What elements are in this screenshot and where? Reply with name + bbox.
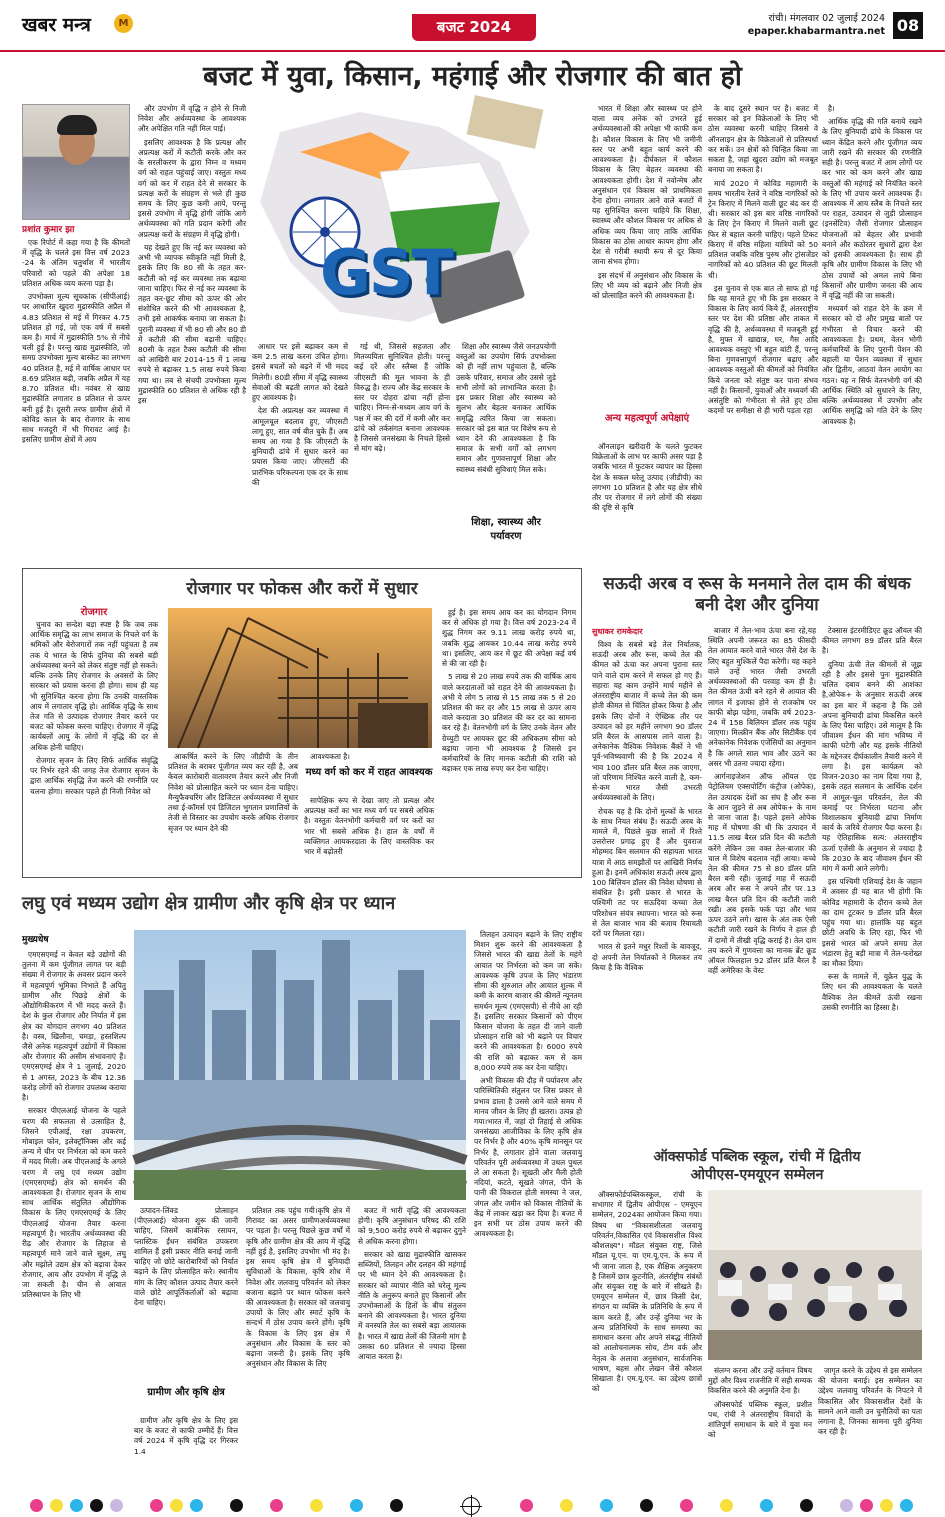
paragraph: उत्पादन-लिंक्ड प्रोत्साहन (पीएलआई) योजना शुरू की जानी चाहिए, जिसमें कार्बनिक रसायन, प्लास्टिक ईंधन संबंधित उपकरण शामिल हैं इसी प्रकार नीति बनाई जानी चाहिए जो छोटे कारोबारियों को निर्यात बढ़ाने के लिए प्रोत्साहित करे। स्थानीय मांग के लिए कौशल उत्पाद तैयार करने वाले छोटे आपूर्तिकर्ताओं को बढ़ावा देना चाहिए। — [134, 1206, 238, 1307]
msme-section-title: लघु एवं मध्यम उद्योग क्षेत्र ग्रामीण और कृषि क्षेत्र पर ध्यान — [22, 893, 396, 914]
paragraph: आवश्यकता है। — [310, 752, 350, 761]
paragraph: और उपभोग में वृद्धि न होने से निजी निवेश और अर्थव्यवस्था के आवश्यक और अपेक्षित गति नहीं मिल पाई। — [138, 104, 246, 134]
msme-col-2b — [134, 1416, 238, 1488]
paragraph: एमएसएमई न केवल बड़े उद्योगों की तुलना में कम पूंजीगत लागत पर बड़ी संख्या में रोजगार के अवसर प्रदान करने में महत्वपूर्ण भूमिका निभाते हैं अपितु ग्रामीण और पिछड़े क्षेत्रों के औद्योगिकीकरण में भी मदद करते हैं। देश के कुल रोजगार और निर्यात में इस क्षेत्र का योगदान लगभग 40 प्रतिशत है। वस्त्र, खिलौना, चमड़ा, हस्तशिल्प जैसे अनेक महत्वपूर्ण उद्योगों में विकास और रोजगार की असीम संभावनाएं हैं। एमएसएमई क्षेत्र ने 1 जुलाई, 2020 से 1 अगस्त, 2023 के बीच 12.36 करोड़ लोगों को रोजगार उपलब्ध कराया है। — [22, 950, 126, 1103]
registration-mark-icon — [462, 1497, 480, 1515]
paragraph: इस संदर्भ में अनुसंधान और विकास के लिए भी व्यय को बढ़ाने और निजी क्षेत्र को प्रोत्साहित करने की आवश्यकता है। — [592, 270, 702, 300]
paragraph: रोचक यह है कि दोनों मुल्कों के भारत के साथ नियत संबंध हैं। सऊदी अरब के मामले में, पिछले कुछ सालों में रिश्ते उत्तरोत्तर प्रगाढ़ हुए हैं और युवराज मोहम्मद बिन सलमान की सहायता भारत यात्रा में आठ समझौतों पर आखिरी निर्णय हुआ है। इनमें अधिकांश सऊदी अरब द्वारा 100 बिलियन डॉलर की निवेश घोषणा से संबंधित है। इसी प्रकार से भारत के पश्चिमी तट पर सऊदिया कच्चा तेल परिशोधन संयंत्र स्थापना। भारत को रूस से तेल बाजार भाव की बजाय रियायती दरों पर मिलता रहा। — [592, 806, 702, 939]
city-skyline-photo — [134, 930, 466, 1200]
paragraph: बाजार में तेल-भाव ऊंचा बना रहे,यह स्थिति अपनी जरूरत का 85 फीसदी तेल आयात करने वाले भारत जैसे देश के लिए बहुत मुश्किलें पैदा करेगी। यह कहने वाले उन्हें भारत जैसी उभरती अर्थव्यवस्थाओं की परवाह कम ही है। तेल कीमत ऊंची बने रहने से आयात की लागत में इजाफा होने से राजकोष पर काफी बोझ पड़ेगा, जबकि वर्ष 2023-24 में 158 बिलियन डॉलर तक पहुंच जाएगा। मिल्क्रीन बैंक और सिटीबैंक एवं अनेकानेक निवेशक एजेंसियों का अनुमान है कि अगले साल भाव और उठने का असर भी उतना ज्यादा रहेगा। — [708, 626, 816, 768]
conference-photo — [708, 1190, 922, 1360]
paragraph: सरकार को खाद्य मुद्रास्फीति खासकर सब्जियों, तिलहन और दलहन की महंगाई पर भी ध्यान देने की आवश्यकता है। सरकार को व्यापार नीति को घरेलू मूल्य नीति के अनुरूप बनाते हुए किसानों और उपभोक्ताओं के हितों के बीच संतुलन बनाने की आवश्यकता है। भारत दुनिया में वनस्पति तेल का सबसे बड़ा आयातक है। भारत में खाद्य तेलों की जितनी मांग है उसका 60 प्रतिशत से ज्यादा हिस्सा आयात करता है। — [358, 1249, 466, 1362]
paragraph: चुनाव का सन्देश बड़ा स्पष्ट है कि जब तक आर्थिक समृद्धि का लाभ समाज के निचले वर्ग के श्रमिकों और बेरोजगारों तक नहीं पहुंचता है तब तक ये भारत के सिर्फ दुनिया की सबसे बड़ी अर्थव्यवस्था बनने को लेकर संतुष्ट नहीं हो सकते। बल्कि उनके लिए रोजगार के अवसरों के लिए सरकार को प्रयास करना ही होगा। साथ ही यह भी सुनिश्चित करना होगा कि उनकी वास्तविक आय में लगातार वृद्धि हो। आर्थिक वृद्धि के साथ तेज गति से उत्पादक रोजगार तैयार करने पर बजट को फोकस करना चाहिए। रोजगार में वृद्धि कार्यबलों आयु के लोगों में वृद्धि की दर से अधिक होनी चाहिए। — [30, 620, 158, 752]
paragraph: के बाद दूसरे स्थान पर है। बजट में सरकार को इन विक्रेताओं के लिए भी ठोस व्यवस्था करनी चाहिए जिससे वे ऑनलाइन क्षेत्र के विक्रेताओं से प्रतिस्पर्धा कर सकें। उन क्षेत्रों को चिन्हित किया जा सकता है, जहां खुदरा उद्योग को मजबूत बनाया जा सकता है। — [708, 104, 818, 175]
main-article-col-7 — [708, 104, 818, 558]
paragraph: प्रतिशत तक पहुंच गयी।कृषि क्षेत्र में गिरावट का असर ग्रामीणअर्थव्यवस्था पर पड़ता है। परन्तु पिछले कुछ वर्षों में कृषि और ग्रामीण क्षेत्र की आय में वृद्धि नहीं हुई है, इसलिए उपभोग भी मंद है। इस समय कृषि क्षेत्र में बुनियादी सुविधाओं के विकास, कृषि शोध में निवेश और जलवायु परिवर्तन को लेकर बजाना बढ़ाने पर ध्यान फोकस करने की आवश्यकता है। सरकार को जलवायु उपायों के लिए और स्मार्ट कृषि के सन्दर्भ में ठोस उपाय करने होंगे। कृषि के विकास के लिए इस क्षेत्र में अनुसंधान और विकास के स्तर को बढ़ाना जरूरी है। इसके लिए कृषि अनुसंधान और विकास के लिए — [246, 1206, 350, 1369]
subheading-other-expectations: अन्य महत्वपूर्ण अपेक्षाएं — [604, 413, 690, 424]
subheading-rural-agri: ग्रामीण और कृषि क्षेत्र — [147, 1387, 225, 1398]
paragraph: देश की अप्रत्यक्ष कर व्यवस्था में आमूलचूल बदलाव हुए, जीएसटी लागू हुए, सात वर्ष बीत चुके हैं। अब समय आ गया है कि जीएसटी के बुनियादी ढांचे में सुधार करने का प्रयास किया जाए। जीएसटी की प्रारंभिक परिकल्पना एक दर के साथ की — [252, 406, 348, 487]
jobs-col-3b — [304, 796, 434, 872]
main-article-col-1 — [22, 238, 130, 558]
section-tag: बजट 2024 — [412, 14, 536, 41]
paragraph: दुनिया ऊंची तेल कीमतों से जूझ रही है और इससे पुनः मुद्रास्फीति चलित दबाव बनने की आशंका है,ओपेक+ के अनुसार सऊदी अरब का इस बार में कहना है कि उसे अपना बुनियादी ढांचा विकसित करने के लिए पैसा चाहिए। उसे मालूम है कि जीवाश्म ईंधन की मांग भविष्य में काफी घटेगी और यह इसके नीतियों के मद्देनजर दीर्घकालीन तैयारी करने में लगा है। इस कार्यक्रम को विजन-2030 का नाम दिया गया है, इसके तहत सलमान के आर्थिक दर्शन में आमूल-चूल परिवर्तन, तेल की कमाई पर निर्भरता घटाना और विशालकाय बुनियादी ढांचा निर्माण कार्य के जरिये रोजगार पैदा करना है। यह ऐतिहासिक सत्य: अंतरराष्ट्रीय ऊर्जा एजेंसी के अनुमान से ज्यादा है कि 2030 के बाद जीवाश्म ईंधन की मांग में कमी आने लगेगी। — [822, 659, 922, 874]
masthead — [0, 0, 945, 52]
school-title-line-2: ओपीएस-एमयूएन सम्मेलन — [690, 1167, 824, 1184]
paragraph: बजट में भारी वृद्धि की आवश्यकता होगी। कृषि अनुसंधान परिषद की राशि को 9,500 करोड़ रुपये से बढ़ाकर दुगुने से अधिक करना होगा। — [358, 1206, 466, 1246]
msme-col-3 — [246, 1206, 350, 1488]
gst-graphic-lettering: GST — [320, 236, 452, 309]
main-article-col-6 — [592, 104, 702, 414]
school-title-line-1: ऑक्सफोर्ड पब्लिक स्कूल, रांची में द्वितीय — [653, 1149, 861, 1165]
author-photo — [22, 104, 130, 220]
paragraph: जागृत करने के उद्देश्य से इस सम्मेलन की योजना बनाई। इस सम्मेलन का उद्देश्य जलवायु परिवर्तन के निपटने में विकासित और विकासशील देशों के सामने आने वाली उन चुनौतियों का पता लगाना है, जिनका सामना पूरी दुनिया कर रही है। — [818, 1366, 922, 1437]
paragraph: हुई है। इस समय आय कर का योगदान निगम कर से अधिक हो गया है। वित्त वर्ष 2023-24 में शुद्ध निगम कर 9.11 लाख करोड़ रुपये था, जबकि शुद्ध आयकर 10.44 लाख करोड़ रुपये था। इसलिए, आय कर में छूट की अपेक्षा कई वर्ष से की जा रही है। — [442, 608, 576, 669]
school-section-title — [592, 1148, 922, 1184]
paragraph: इसलिए आवश्यक है कि प्रत्यक्ष और अप्रत्यक्ष करों में कटौती करके और कर के सरलीकरण के द्वारा निम्न व मध्यम वर्ग को राहत पहुंचाई जाए। वस्तुतः मध्य वर्ग को कर में राहत देने से सरकार के प्रत्यक्ष करों के संग्रहण से भले ही कुछ समय के लिए कुछ कमी आये, परन्तु इससे उपभोग में वृद्धि होगी जोकि आगे अर्थव्यवस्था को गति प्रदान करेगी और अप्रत्यक्ष करों के संग्रहण में वृद्धि होगी। — [138, 137, 246, 239]
page-headline: बजट में युवा, किसान, महंगाई और रोजगार की बात हो — [203, 61, 742, 92]
paragraph: आकर्षित करने के लिए जीडीपी के तीन प्रतिशत के बराबर पूंजीगत व्यय कर रही है, अब केवल कारोबारी वातावरण तैयार करने और निजी निवेश को प्रोत्साहित करने पर ध्यान देना चाहिए। मैन्युफैक्चरिंग और डिजिटल अर्थव्यवस्था में सुधार तथा ई-कॉमर्स एवं डिजिटल भुगतान प्रणालियों के तेजी से विस्तार का उपयोग करके अधिक रोजगार सृजन पर ध्यान देने की — [168, 752, 298, 833]
jobs-col-2 — [168, 752, 298, 872]
paragraph: विश्व के सबसे बड़े तेल निर्यातक, सऊदी अरब और रूस, कच्चे तेल की कीमत को ऊंचा कर अपना पुराना स्तर पाने वाले दाम करने में सफल हो गए हैं। सहाराः यह काम उन्होंने मार्च महीने से अंतरराष्ट्रीय बाजार में कच्चे तेल की कम होती कीमत से चिंतित होकर किया है और इसके लिए दोनों ने ऐच्छिक तौर पर उत्पादन को हर महीने लगभग 90 डॉलर प्रति बैरल के आसपास लाने वाला है। अनेकानेक वैश्विक निवेशक बैंकों ने भी पूर्व-भविष्यवाणी की है कि 2024 में भाव 100 डॉलर प्रति बैरल तक जाएगा, जो परिणाम निश्चित करने वाली है, कम-से-कम भारत जैसी उभरती अर्थव्यवस्थाओं के लिए। — [592, 640, 702, 803]
jobs-section-title: रोजगार पर फोकस और करों में सुधार — [186, 579, 418, 599]
msme-kicker: मुख्यधेष — [22, 935, 49, 945]
paragraph: भारत से इतने मधुर रिश्तों के बावजूद, दो अपनी तेल निर्यातकों ने मिलकर तय किया है कि वैश्विक — [592, 942, 702, 972]
paragraph: इस पश्चिमी एशियाई देश के जहान में अवसर ही यह बात भी होगी कि कोविड महामारी के दौरान कच्चे तेल का दाम टूटकर 9 डॉलर प्रति बैरल पहुंच गया था। हालांकि यह बहुत छोटी अवधि के लिए रहा, फिर भी इससे भारत को अपने समग्र तेल भंडारण हेतु बड़ी मात्रा में तेल-फरोख्त का मौका दिया। — [822, 877, 922, 968]
main-article-col-2 — [138, 104, 246, 558]
paragraph: सापेक्षिक रूप से देखा जाए तो प्रत्यक्ष और अप्रत्यक्ष करों का भार मध्य वर्ग पर सबसे अधिक है। वस्तुतः वेतनभोगी कर्मचारी वर्ग पर करों का भार भी सबसे अधिक है। हाल के वर्षों में व्यक्तिगत आयकरदाता के लिए वास्तविक कर भार में बढ़ोतरी — [304, 796, 434, 857]
subheading-middle-class-tax: मध्य वर्ग को कर में राहत आवश्यक — [305, 767, 433, 778]
edition-date: रांची। मंगलवार 02 जुलाई 2024 — [768, 13, 885, 24]
paragraph: शिक्षा और स्वास्थ्य जैसे जनउपयोगी वस्तुओं का उपयोग सिर्फ उपभोक्ता को ही नहीं लाभ पहुंचाता है, बल्कि उसके परिवार, समाज और उससे जुड़े सभी लोगों को लाभान्वित करता है। इस प्रकार शिक्षा और स्वास्थ्य को सुलभ और बेहतर बनाकर आर्थिक समृद्धि त्वरित किया जा सकता। सरकार को इस बात पर विशेष रूप से ध्यान देने की आवश्यकता है कि समाज के सभी वर्गों को लगभग समान और गुणवत्तापूर्ण शिक्षा और स्वास्थ्य संबंधी सुविधाएं मिल सके। — [456, 342, 556, 474]
jobs-kicker: रोजगार — [80, 607, 108, 618]
paragraph: सरकार पीएलआई योजना के पहले चरण की सफलता से उत्साहित है, जिसने एपीआई, रक्षा उपकरण, मोबाइल फोन, इलेक्ट्रॉनिक्स और कई अन्य में चीन पर निर्भरता को कम करने में मदद मिली। अब पीएलआई के अगले चरण में लघु एवं मध्यम उद्योग (एमएसएमई) क्षेत्र को समर्थन की आवश्यकता है। रोजगार सृजन के साथ साथ आर्थिक संतुलित औद्योगिक विकास के लिए एमएसएमई के लिए पीएलआई योजना तैयार करना महत्वपूर्ण है। भारतीय अर्थव्यवस्था की रीढ़ और रोजगार के लिहाज से महत्वपूर्ण माने जाने वाले सूक्ष्म, लघु और मझोले उद्यम क्षेत्र को बढ़ावा देकर रोजगार, आय और उपभोग में वृद्धि ले जा सकती है। चीन से आयात प्रतिस्थापन के लिए भी — [22, 1106, 126, 1300]
epaper-url[interactable]: epaper.khabarmantra.net — [747, 25, 885, 37]
paragraph: ऑनलाइन खरीदारी के चलते फुटकर विक्रेताओं के लाभ पर काफी असर पड़ा है जबकि भारत में फुटकर व्यापार का हिस्सा देश के सकल घरेलू उत्पाद (जीडीपी) का लगभग 10 प्रतिशत है और यह क्षेत्र सीधे तौर पर रोजगार में लगे लोगों की संख्या की दृष्टि से कृषि — [592, 442, 702, 513]
paragraph: अभी विकास की दौड़ में पर्यावरण और पारिस्थितिकी संतुलन पर जिस प्रकार से प्रभाव डाला है उससे आने वाले समय में मानव जीवन के लिए ही खतरा। उत्पन्न हो गया।भारत में, जहां दो तिहाई से अधिक जनसंख्या आजीविका के लिए कृषि क्षेत्र पर निर्भर है और 40% कृषि मानसून पर निर्भर है, लगातार होने वाला जलवायु परिवर्तन पूरी अर्थव्यवस्था में उथल पुथल ले आ सकता है। सूखती और मैली होती नदियां, कटते, सूखते जंगल, पीने के पानी की विकराल होती समस्या ने जल, जंगल और जमीन को विकास नीतियों के केंद्र में लाकर खड़ा कर दिया है। बजट में इन सभी पर ठोस उपाय करने की आवश्यकता है। — [474, 1076, 582, 1239]
msme-col-4 — [358, 1206, 466, 1488]
paragraph: रूस के मामले में, यूक्रेन युद्ध के लिए धन की आवश्यकता के चलते वैश्विक तेल कीमतें ऊंची रखना उसकी रणनीति का हिस्सा है। — [822, 972, 922, 1012]
paragraph: आर्थिक वृद्धि की गति बनाये रखने के लिए बुनियादी ढांचे के विकास पर ध्यान केंद्रित करने और पूंजीगत व्यय जारी रखने की सरकार की रणनीति सही है। परन्तु बजट में आम लोगों पर कर भार को कम करने और खाद्य वस्तुओं की महंगाई को नियंत्रित करने के लिए भी उपाय करने आवश्यक हैं। आवश्यक में आय स्लैब के निचले स्तर पर राहत, उत्पादन से जुड़ी प्रोत्साहन (इनसेंटिव) जैसी रोजगार प्रोत्साहन योजनाओं को बेहतर और प्रभावी बनाने और कठोरतर सुधारों द्वारा देश को इसकी आवश्यकता है। साथ ही कृषि और ग्रामीण विकास के लिए भी ठोस उपायों को अमल लाये बिना किसानों और ग्रामीण जनता की आय में वृद्धि नहीं की जा सकती। — [822, 117, 922, 300]
msme-col-2 — [134, 1206, 238, 1307]
author-byline: प्रशांत कुमार झा — [22, 225, 75, 235]
msme-col-5 — [474, 930, 582, 1488]
paragraph: आर्गनाइजेशन ऑफ ऑयल एंड पेट्रोलियम एक्सपोर्टिंग कंट्रीज (ओपेक), तेल उत्पादक देशों का संघ है और रूस के आन जुड़ने से अब ओपेक+ के नाम से जाना जाता है। पहले इसने ओपेक माह में घोषणा की थी कि उत्पादन में 11.5 लाख बैरल प्रति दिन की कटौती करेंगे लेकिन उस वक्त तेल-बाजार की चाल में विशेष बदलाव नहीं आया। कच्चे तेल की कीमत 75 से 80 डॉलर प्रति बैरल बनी रही। जुलाई माह में सऊदी अरब और रूस ने अपने तौर पर 13 लाख बैरल प्रति दिन की कटौती जारी रखी। अब इसके फर्क पड़ा और भाव ऊपर उठने लगे। खास के अंत तक ऐसी कटौती जारी रखने के निर्णय ने हाल ही में दामों में तीखी वृद्धि कराई है। तेल दाम तय करने में गुणवत्ता का मानक ब्रेंट क्रूड ऑयल फिलहाल 92 डॉलर प्रति बैरल है वहीं अमेरिका के वेस्ट — [708, 772, 816, 976]
dateline — [748, 13, 885, 39]
paragraph: यह देखते हुए कि नई कर व्यवस्था को अभी भी व्यापक स्वीकृति नहीं मिली है, इसके लिए कि 80 सी के तहत कर-कटौती को नई कर व्यवस्था तक बढ़ाया जाना चाहिए। फिर से नई कर व्यवस्था के तहत कर-छूट सीमा को ऊपर की ओर संशोधित करने की भी आवश्यकता है, तभी इसे आकर्षक बनाया जा सकता है। पुरानी व्यवस्था में भी 80 सी और 80 डी में कटौती की सीमा बढ़ानी चाहिए। 80सी के तहत टैक्स कटौती की सीमा को आखिरी बार 2014-15 में 1 लाख रुपये से बढ़ाकर 1.5 लाख रुपये किया गया था। तब से संचयी उपभोक्ता मूल्य मुद्रास्फीति 60 प्रतिशत से अधिक रही है इस — [138, 242, 246, 406]
paragraph: इस चुनाव से एक बात तो साफ हो गई कि यह मानते हुए भी कि इस सरकार ने विकास के लिए कार्य किये हैं, अंतरराष्ट्रीय स्तर पर देश की प्रतिष्ठा और ताकत में वृद्धि की है, अर्थव्यवस्था में मजबूती हुई है, मुफ्त में खाद्यान्न, घर, गैस आदि आवश्यक वस्तुएं भी बहुत बांटी हैं, परन्तु बिना गुणवत्तापूर्ण रोजगार बढ़ाए और आवश्यक वस्तुओं की कीमतों को नियंत्रित किये जनता को संतुष्ट कर पाना संभव नहीं है। किसानों, युवाओं और मध्यवर्ग की असंतुष्टि को गंभीरता से लेते हुए ठोस कदमों पर समीक्षा से ही भारी पड़ता रहा — [708, 283, 818, 416]
paragraph: ऑक्सफोर्डपब्लिकस्कूल, रांची के सभागार में द्वितीय ओपीएस - एमयूएन सम्मेलन, 2024का आयोजन किया गया। विषय था "विकासशीलता जलवायु परिवर्तन,विकासित एवं विकासशील विश्व कौशलक्ष्य"। मॉडल संयुक्त राष्ट्र, जिसे मॉडल यू.एन. या एम.यू.एन. के रूप में भी जाना जाता है, एक शैक्षिक अनुकरण है जिसमें छात्र कूटनीति, अंतर्राष्ट्रीय संबंधों और संयुक्त राष्ट्र के बारे में सीखते हैं। एमयूएन सम्मेलन में, छात्र किसी देश, संगठन या व्यक्ति के प्रतिनिधि के रूप में काम करते हैं, और उन्हें दुनिया भर के अन्य प्रतिनिधियों के साथ समस्या का समाधान करना और अपने संबद्ध नीतियों को आलोचनात्मक सोच, टीम वर्क और नेतृत्व के अलावा अनुसंधान, सार्वजनिक भाषण, बहस और लेखन जैसे कौशल सिखाता है। एम.यू.एन. का उद्देश्य छात्रों को — [592, 1190, 702, 1394]
paragraph: आधार पर इसे बढ़ाकर कम से कम 2.5 लाख करना उचित होगा। इससे बचतों को बढ़ने में भी मदद मिलेगी। 80डी सीमा में वृद्धि स्वास्थ्य सेवाओं की बढ़ती लागत को देखते हुए आवश्यक है। — [252, 342, 348, 403]
paragraph: रोजगार सृजन के लिए सिर्फ आर्थिक संवृद्धि पर निर्भर रहने की जगह तेज रोजगार सृजन के द्वारा आर्थिक संवृद्धि तेज करने की रणनीति पर चलना होगा। सरकार पहले ही निजी निवेश को — [30, 755, 158, 796]
newspaper-logo: खबर मन्त्र — [22, 14, 91, 36]
jobs-col-1 — [30, 620, 158, 872]
main-article-col-6b — [592, 442, 702, 558]
school-col-1 — [592, 1190, 702, 1488]
paragraph: मार्च 2020 में कोविड महामारी के समय भारतीय रेलवे ने वरिष्ठ नागरिकों को ट्रेन किराए में मिलने वाली छूट बंद कर दी थी। सरकार को इस बार वरिष्ठ नागरिकों के लिए ट्रेन किराए में मिलने वाली छूट फिर से बहाल करनी चाहिए। पहले टिकट किराए में वरिष्ठ महिला यात्रियों को 50 प्रतिशत जबकि वरिष्ठ पुरुष और ट्रांसजेंडर नागरिकों को 40 प्रतिशत की छूट मिलती थी। — [708, 178, 818, 280]
print-color-bar — [0, 1495, 945, 1517]
main-article-col-8 — [822, 104, 922, 558]
main-article-col-4 — [354, 342, 450, 558]
oil-section-title: सऊदी अरब व रूस के मनमाने तेल दाम की बंधक बनी देश और दुनिया — [603, 574, 911, 615]
oil-col-3 — [822, 626, 922, 1136]
oil-col-2 — [708, 626, 816, 1136]
paragraph: टेक्सास इंटरमीडिएट क्रूड ऑयल की कीमत लगभग 89 डॉलर प्रति बैरल है। — [822, 626, 922, 656]
oil-col-1 — [592, 640, 702, 1136]
paragraph: तिलहन उत्पादन बढ़ाने के लिए राष्ट्रीय मिशन शुरू करने की आवश्यकता है जिससे भारत की खाद्य तेलों के महंगे आयात पर निर्भरता को कम जा सके। आवश्यक कृषि उपज के लिए भंडारण सीमा की शुरुआत और आयात शुल्क में कमी के कारण बाजार की कीमतें न्यूनतम समर्थन मूल्य (एमएसपी) से नीचे आ रही हैं। इसलिए सरकार किसानों को पीएम किसान योजना के तहत दी जाने वाली प्रोत्साहन राशि को भी बढ़ाने पर विचार करने की आवश्यकता है। 6000 रुपये की राशि को बढ़ाकर कम से कम 8,000 रुपये तक कर देना चाहिए। — [474, 930, 582, 1072]
refinery-photo — [168, 608, 432, 748]
jobs-col-3 — [304, 752, 434, 764]
paragraph: ऑक्सफोर्ड पब्लिक स्कूल, प्रशीत पथ, रांची ने अंतरराष्ट्रीय विवादों के शांतिपूर्ण समाधान के बारे में युवा मन को — [708, 1399, 812, 1440]
msme-col-1 — [22, 950, 126, 1488]
paragraph: 5 लाख से 20 लाख रुपये तक की वार्षिक आय वाले करदाताओं को राहत देने की आवश्यकता है। अभी ये लोग 5 लाख से 15 लाख तक 5 से 20 प्रतिशत की कर दर और 15 लाख से ऊपर आय वाले करदाता 30 प्रतिशत की कर दर का सामना कर रहे हैं। वेतनभोगी वर्ग के लिए उनके वेतन और ग्रेच्युटी पर आयकर छूट की अधिकतम सीमा को बढ़ाया जाना भी आवश्यक है जिससे इन कर्मचारियों के लिए मानक कटौती की राशि को बढ़ाकर एक लाख रुपए कर देना चाहिए। — [442, 672, 576, 774]
oil-author-byline: सुधाकर रामकेदार — [592, 627, 643, 636]
main-article-col-3 — [252, 342, 348, 558]
paragraph: एक रिपोर्ट में कहा गया है कि कीमतों में वृद्धि के चलते इस वित्त वर्ष 2023 -24 के अंतिम चतुर्थांश में भारतीय परिवारों को पहले की अपेक्षा 18 प्रतिशत अधिक व्यय करना पड़ा है। — [22, 238, 130, 288]
school-col-3 — [818, 1366, 922, 1488]
subheading-education-health: शिक्षा, स्वास्थ्य और पर्यावरण — [471, 517, 541, 542]
paragraph: भारत में शिक्षा और स्वास्थ्य पर होने वाला व्यय अनेक को उभरते हुई अर्थव्यवस्थाओं की अपेक्षा भी काफी कम है। कौशल विकास के लिए भी जमीनी स्तर पर अभी बहुत कार्य करने की आवश्यकता है। दीर्घकाल में कौशल विकास के लिए बेहतर व्यवस्था की आवश्यकता होगी। देश में नवोन्मेष और अनुसंधान एवं विकास को प्राथमिकता देना होगा। लगातार आने वाले बजटों में यह सुनिश्चित करना चाहिये कि शिक्षा, स्वास्थ्य और कौशल विकास पर अधिक से अधिक व्यय किया जाए ताकि आर्थिक विकास का ठोस आधार कायम होगा और देश से गरीबी स्थायी रूप से दूर किया जाना संभव होगा। — [592, 104, 702, 267]
jobs-col-4 — [442, 608, 576, 872]
paragraph: संलग्न करना और उन्हें वर्तमान विषय मुद्दों और विश्व राजनीति में सही सम्यक विकसित करने की अनुमति देना है। — [708, 1366, 812, 1396]
paragraph: ग्रामीण और कृषि क्षेत्र के लिए इस बार के बजट से काफी उम्मीदें हैं। वित्त वर्ष 2024 में कृषि वृद्धि दर गिरकर 1.4 — [134, 1416, 238, 1456]
paragraph: गई थी, जिससे सहजता और मितव्ययिता सुनिश्चित होती। परन्तु कई दरें और स्लैब्स हैं जोकि जीएसटी की मूल भावना के ही विरुद्ध है। राज्य और केंद्र सरकार के स्तर पर दोहरा ढांचा नहीं होना चाहिए। निम्न-से-मध्यम आय वर्ग के पक्ष में कर की दरों में कमी और कर ढांचे को तर्कसंगत बनाना आवश्यक है जिससे जनसंख्या के निचले हिस्से से मांग बढ़े। — [354, 342, 450, 454]
paragraph: है। — [828, 104, 835, 113]
paragraph: मध्यवर्ग को राहत देने के क्रम में सरकार को दो और प्रमुख बातों पर गंभीरता से विचार करने की आवश्यकता है। प्रथम, वेतन भोगी कर्मचारियों के लिए पुरानी पेंशन की बहाली या पेंशन व्यवस्था में सुधार और द्वितीय, आठवां वेतन आयोग का गठन। यह न सिर्फ वेतनभोगी वर्ग की आर्थिक स्थिति को सुधारने के लिए, बल्कि अर्थव्यवस्था में उपभोग और आर्थिक समृद्धि को गति देने के लिए आवश्यक है। — [822, 304, 922, 426]
logo-badge-icon: M — [114, 14, 133, 33]
paragraph: उपभोक्ता मूल्य सूचकांक (सीपीआई) पर आधारित खुदरा मुद्रास्फीति अप्रैल में 4.83 प्रतिशत से मई में गिरकर 4.75 प्रतिशत हो गई, जो एक वर्ष में सबसे कम है। मार्च में मुद्रास्फीति 5% से नीचे चली हुई है। परन्तु खाद्य मुद्रास्फीति, जो समग्र उपभोक्ता मूल्य बास्केट का लगभग 40 प्रतिशत है, मई में वार्षिक आधार पर 8.69 प्रतिशत बढ़ी, जबकि अप्रैल में यह 8.70 प्रतिशत थी। नवंबर से खाद्य मुद्रास्फीति लगातार 8 प्रतिशत से ऊपर बनी हुई है। दूसरी तरफ ग्रामीण क्षेत्रों में कोविड काल के बाद रोजगार के साथ साथ मजदूरी में भी गिरावट आई है। इसलिए ग्रामीण क्षेत्रों में आय — [22, 292, 130, 445]
school-col-2 — [708, 1366, 812, 1488]
page-number: 08 — [893, 12, 923, 39]
main-article-col-5 — [456, 342, 556, 510]
